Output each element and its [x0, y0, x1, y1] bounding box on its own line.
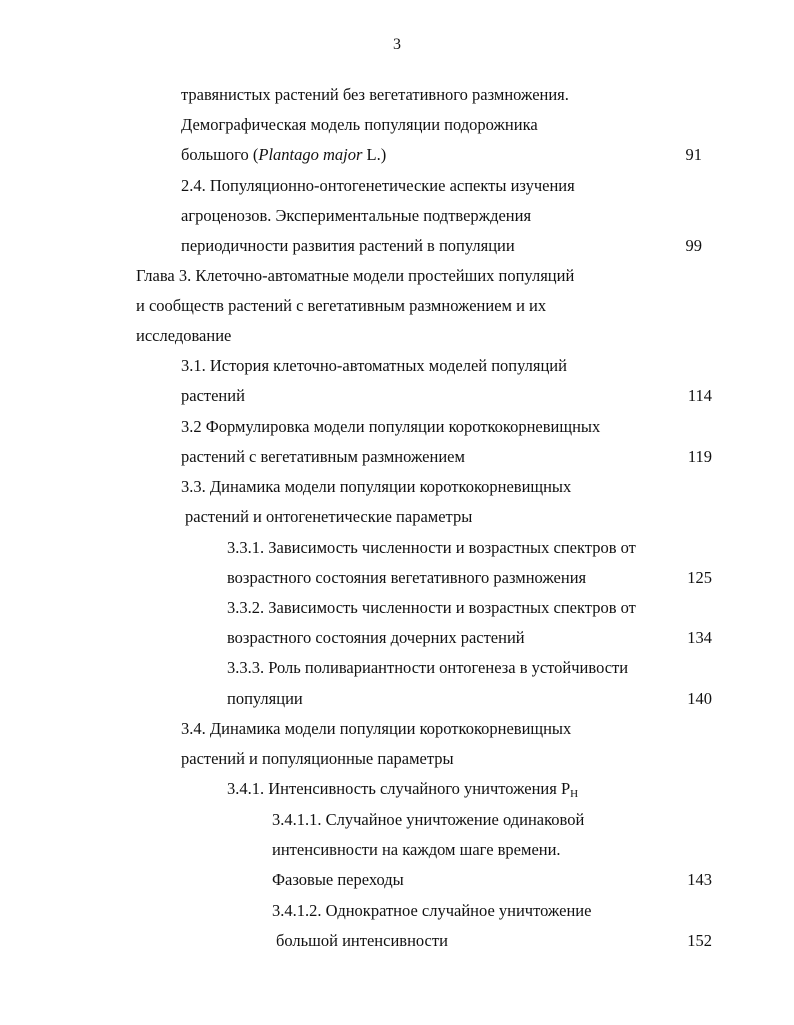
toc-line	[227, 778, 578, 800]
toc-page-number: 134	[687, 628, 712, 647]
toc-page-number: 143	[687, 870, 712, 889]
toc-text: большого (	[181, 145, 259, 164]
toc-line: растений с вегетативным размножением	[181, 447, 465, 466]
toc-text: 3.4.1. Интенсивность случайного уничтожения P	[227, 779, 571, 798]
toc-line: агроценозов. Экспериментальные подтверждения	[181, 206, 532, 225]
species-name: Plantago major	[258, 145, 363, 164]
toc-line: большой интенсивности	[276, 931, 448, 950]
toc-line: возрастного состояния вегетативного размножения	[227, 568, 587, 587]
toc-line: и сообществ растений с вегетативным размножением и их	[136, 296, 547, 315]
toc-line: 2.4. Популяционно-онтогенетические аспекты изучения	[181, 176, 575, 195]
toc-line: травянистых растений без вегетативного размножения.	[181, 85, 569, 104]
toc-page-number: 152	[687, 931, 712, 950]
toc-line: периодичности развития растений в популяции	[181, 236, 515, 255]
toc-line: 3.4.1.2. Однократное случайное уничтожение	[272, 901, 592, 920]
toc-page-number: 114	[687, 386, 712, 405]
toc-line: 3.4.1.1. Случайное уничтожение одинаковой	[272, 810, 585, 829]
subscript: H	[570, 788, 579, 800]
toc-text: L.)	[362, 145, 387, 164]
toc-line: 3.2 Формулировка модели популяции короткокорневищных	[181, 417, 601, 436]
toc-page-number: 140	[687, 689, 712, 708]
toc-line: интенсивности на каждом шаге времени.	[272, 840, 561, 859]
toc-line: 3.3. Динамика модели популяции короткокорневищных	[181, 477, 572, 496]
toc-line: 3.3.3. Роль поливариантности онтогенеза в устойчивости	[227, 658, 629, 677]
toc-line: растений	[181, 386, 245, 405]
toc-line: Демографическая модель популяции подорожника	[181, 115, 538, 134]
toc-line: Фазовые переходы	[272, 870, 404, 889]
toc-line: 3.3.2. Зависимость численности и возрастных спектров от	[227, 598, 636, 617]
toc-page-number: 125	[687, 568, 712, 587]
toc-page-number: 119	[687, 447, 712, 466]
toc-page-number: 99	[685, 236, 702, 255]
toc-line: популяции	[227, 689, 303, 708]
toc-line	[181, 144, 386, 166]
toc-line: 3.3.1. Зависимость численности и возрастных спектров от	[227, 538, 636, 557]
page-number: 3	[393, 36, 401, 53]
toc-page-number: 91	[685, 145, 702, 164]
toc-line: Глава 3. Клеточно-автоматные модели простейших популяций	[136, 266, 575, 285]
toc-line: исследование	[136, 326, 232, 345]
toc-line: возрастного состояния дочерних растений	[227, 628, 525, 647]
toc-line: растений и онтогенетические параметры	[185, 507, 473, 526]
toc-line: растений и популяционные параметры	[181, 749, 454, 768]
toc-line: 3.1. История клеточно-автоматных моделей популяций	[181, 356, 567, 375]
toc-line: 3.4. Динамика модели популяции короткокорневищных	[181, 719, 572, 738]
